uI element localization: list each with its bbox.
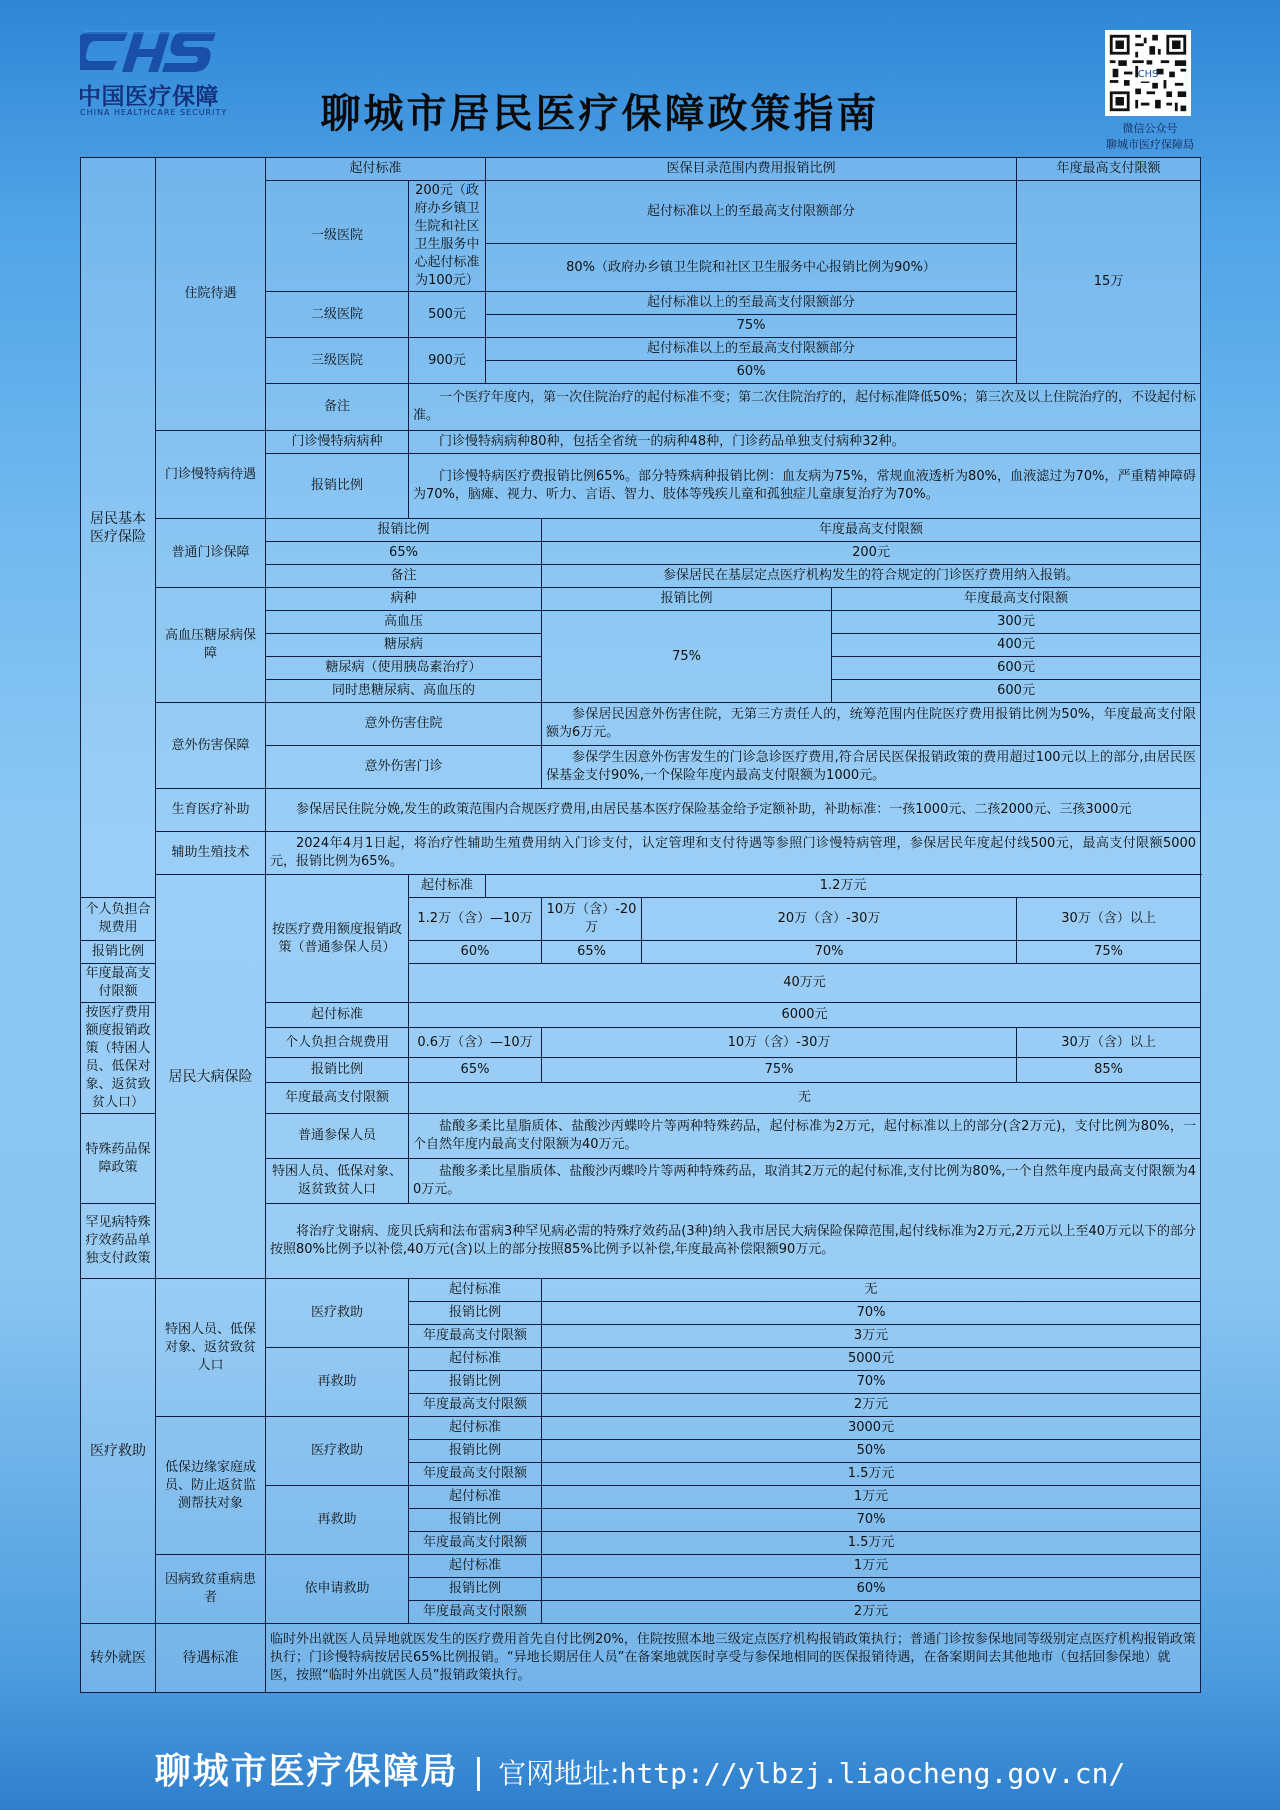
aid-row-label: 起付标准: [409, 1555, 542, 1578]
inpatient-note-label: 备注: [266, 384, 409, 431]
aid-row-label: 年度最高支付限额: [409, 1532, 542, 1555]
hbp-row-cap: 300元: [832, 611, 1201, 634]
section-basic-insurance: 居民基本医疗保险: [81, 158, 156, 898]
aid-row-label: 年度最高支付限额: [409, 1463, 542, 1486]
ci-normal-ratio-label: 报销比例: [81, 941, 156, 964]
inpatient-level3-start: 900元: [409, 338, 486, 384]
chronic-kind-label: 门诊慢特病病种: [266, 431, 409, 454]
hbp-ratio-header: 报销比例: [542, 588, 832, 611]
ci-normal-cap-label: 年度最高支付限额: [81, 964, 156, 1003]
inpatient-note-text: 一个医疗年度内，第一次住院治疗的起付标准不变；第二次住院治疗的，起付标准降低50%；第三次及以上住院治疗的，不设起付标准。: [409, 384, 1201, 431]
ci-normal-start-label: 起付标准: [409, 875, 486, 898]
aid-g3-a-ratio: 60%: [542, 1578, 1201, 1601]
chronic-ratio-text: 门诊慢特病医疗费报销比例65%。部分特殊病种报销比例：血友病为75%，常规血液透析为80%，血液滤过为70%，严重精神障碍为70%，脑瘫、视力、听力、言语、智力、肢体等残疾儿童和孤独症儿童康复治疗为70%。: [409, 454, 1201, 519]
general-cap-header: 年度最高支付限额: [542, 519, 1201, 542]
chs-logo-mark-icon: [80, 26, 220, 78]
ci-normal-range-1: 1.2万（含）—10万: [409, 898, 542, 941]
rare-disease-label: 罕见病特殊疗效药品单独支付政策: [81, 1204, 156, 1279]
inpatient-level2-ratio-desc: 起付标准以上的至最高支付限额部分: [486, 292, 1017, 315]
special-drug-label: 特殊药品保障政策: [81, 1114, 156, 1204]
general-note-text: 参保居民在基层定点医疗机构发生的符合规定的门诊医疗费用纳入报销。: [542, 565, 1201, 588]
accident-label: 意外伤害保障: [156, 703, 266, 789]
ci-special-ratio-2: 75%: [542, 1058, 1017, 1083]
aid-g2-a-start: 3000元: [542, 1417, 1201, 1440]
aid-row-label: 起付标准: [409, 1417, 542, 1440]
aid-row-label: 报销比例: [409, 1578, 542, 1601]
ci-special-start-label: 起付标准: [266, 1003, 409, 1028]
accident-outpatient-label: 意外伤害门诊: [266, 746, 542, 789]
aid-row-label: 报销比例: [409, 1302, 542, 1325]
inpatient-level3-ratio: 60%: [486, 361, 1017, 384]
qr-caption-line2: 聊城市医疗保障局: [1106, 138, 1194, 151]
section-critical-illness: 居民大病保险: [156, 875, 266, 1279]
ci-normal-range-label: 个人负担合规费用: [81, 898, 156, 941]
rare-disease-text: 将治疗戈谢病、庞贝氏病和法布雷病3种罕见病必需的特殊疗效药品(3种)纳入我市居民大病保险保障范围,起付线标准为2万元,2万元以上至40万元以下的部分按照80%比例予以补偿,40万元(含)以上的部分按照85%比例予以补偿,年度最高补偿限额90万元。: [266, 1204, 1201, 1279]
ci-normal-cap-value: 40万元: [409, 964, 1201, 1003]
hbp-cap-header: 年度最高支付限额: [832, 588, 1201, 611]
inpatient-level2-ratio: 75%: [486, 315, 1017, 338]
footer-separator: |: [472, 1752, 485, 1792]
page-title: 聊城市居民医疗保障政策指南: [320, 90, 880, 137]
aid-g1-a-cap: 3万元: [542, 1325, 1201, 1348]
hbp-disease-header: 病种: [266, 588, 542, 611]
ci-special-start-value: 6000元: [409, 1003, 1201, 1028]
aid-g3-a-start: 1万元: [542, 1555, 1201, 1578]
special-drug-normal-text: 盐酸多柔比星脂质体、盐酸沙丙蝶呤片等两种特殊药品，起付标准为2万元，起付标准以上的部分(含2万元)，支付比例为80%，一个自然年度内最高支付限额为40万元。: [409, 1114, 1201, 1159]
inpatient-level2-start: 500元: [409, 292, 486, 338]
aid-group1-b-label: 再救助: [266, 1348, 409, 1417]
ci-special-range-1: 0.6万（含）—10万: [409, 1027, 542, 1058]
qr-caption-line1: 微信公众号: [1122, 122, 1178, 135]
aid-row-label: 起付标准: [409, 1348, 542, 1371]
inpatient-col-cap-header: 年度最高支付限额: [1017, 158, 1201, 181]
ci-special-range-3: 30万（含）以上: [1017, 1027, 1201, 1058]
hbp-row-cap: 400元: [832, 634, 1201, 657]
aid-g1-b-cap: 2万元: [542, 1394, 1201, 1417]
aid-row-label: 起付标准: [409, 1279, 542, 1302]
qr-code-block: [1095, 24, 1225, 154]
inpatient-level1-ratio-desc: 起付标准以上的至最高支付限额部分: [486, 181, 1017, 244]
inpatient-level1-ratio: 80%（政府办乡镇卫生院和社区卫生服务中心报销比例为90%）: [486, 244, 1017, 292]
aid-g2-b-cap: 1.5万元: [542, 1532, 1201, 1555]
hbp-row-disease: 糖尿病: [266, 634, 542, 657]
ci-special-ratio-3: 85%: [1017, 1058, 1201, 1083]
section-medical-aid: 医疗救助: [81, 1279, 156, 1624]
aid-g2-a-ratio: 50%: [542, 1440, 1201, 1463]
aid-g3-a-cap: 2万元: [542, 1601, 1201, 1624]
aid-g2-b-ratio: 70%: [542, 1509, 1201, 1532]
ci-normal-ratio-3: 70%: [642, 941, 1017, 964]
logo-english-text: CHINA HEALTHCARE SECURITY: [80, 108, 228, 117]
ci-normal-range-3: 20万（含）-30万: [642, 898, 1017, 941]
inpatient-level3-label: 三级医院: [266, 338, 409, 384]
ci-normal-start-value: 1.2万元: [486, 875, 1201, 898]
birth-subsidy-label: 生育医疗补助: [156, 789, 266, 832]
aid-g1-b-start: 5000元: [542, 1348, 1201, 1371]
hbp-ratio-value: 75%: [542, 611, 832, 703]
chronic-ratio-label: 报销比例: [266, 454, 409, 519]
hbp-row-cap: 600元: [832, 657, 1201, 680]
art-label: 辅助生殖技术: [156, 832, 266, 875]
ci-normal-ratio-2: 65%: [542, 941, 642, 964]
aid-row-label: 报销比例: [409, 1371, 542, 1394]
ci-normal-ratio-4: 75%: [1017, 941, 1201, 964]
ci-normal-range-4: 30万（含）以上: [1017, 898, 1201, 941]
chronic-label: 门诊慢特病待遇: [156, 431, 266, 519]
aid-group1-label: 特困人员、低保对象、返贫致贫人口: [156, 1279, 266, 1417]
aid-row-label: 年度最高支付限额: [409, 1325, 542, 1348]
footer-site-link[interactable]: http://ylbzj.liaocheng.gov.cn/: [619, 1757, 1126, 1790]
aid-row-label: 年度最高支付限额: [409, 1601, 542, 1624]
hbp-row-disease: 同时患糖尿病、高血压的: [266, 680, 542, 703]
accident-inpatient-text: 参保居民因意外伤害住院，无第三方责任人的，统筹范围内住院医疗费用报销比例为50%，年度最高支付限额为6万元。: [542, 703, 1201, 746]
special-drug-special-text: 盐酸多柔比星脂质体、盐酸沙丙蝶呤片等两种特殊药品，取消其2万元的起付标准,支付比例为80%,一个自然年度内最高支付限额为40万元。: [409, 1159, 1201, 1204]
aid-row-label: 年度最高支付限额: [409, 1394, 542, 1417]
aid-row-label: 起付标准: [409, 1486, 542, 1509]
general-outpatient-label: 普通门诊保障: [156, 519, 266, 588]
birth-subsidy-text: 参保居民住院分娩,发生的政策范围内合规医疗费用,由居民基本医疗保险基金给予定额补助，补助标准：一孩1000元、二孩2000元、三孩3000元: [266, 789, 1201, 832]
aid-row-label: 报销比例: [409, 1509, 542, 1532]
chronic-kind-text: 门诊慢特病病种80种，包括全省统一的病种48种，门诊药品单独支付病种32种。: [409, 431, 1201, 454]
ci-special-range-label: 个人负担合规费用: [266, 1027, 409, 1058]
aid-group3-a-label: 依申请救助: [266, 1555, 409, 1624]
qr-code-icon: [1105, 30, 1191, 116]
chs-logo: [76, 26, 226, 118]
aid-g1-a-ratio: 70%: [542, 1302, 1201, 1325]
inpatient-col-ratio-header: 医保目录范围内费用报销比例: [486, 158, 1017, 181]
special-drug-normal-label: 普通参保人员: [266, 1114, 409, 1159]
aid-g2-b-start: 1万元: [542, 1486, 1201, 1509]
aid-group3-label: 因病致贫重病患者: [156, 1555, 266, 1624]
inpatient-col-start-header: 起付标准: [266, 158, 486, 181]
inpatient-annual-cap: 15万: [1017, 181, 1201, 384]
aid-g2-a-cap: 1.5万元: [542, 1463, 1201, 1486]
ci-normal-range-2: 10万（含）-20万: [542, 898, 642, 941]
general-ratio-header: 报销比例: [266, 519, 542, 542]
footer-org-name: 聊城市医疗保障局: [154, 1751, 459, 1792]
inpatient-level3-ratio-desc: 起付标准以上的至最高支付限额部分: [486, 338, 1017, 361]
footer: [0, 1743, 1280, 1803]
ci-special-ratio-label: 报销比例: [266, 1058, 409, 1083]
hbp-row-cap: 600元: [832, 680, 1201, 703]
ci-special-cap-label: 年度最高支付限额: [266, 1083, 409, 1114]
general-cap-value: 200元: [542, 542, 1201, 565]
aid-group2-label: 低保边缘家庭成员、防止返贫监测帮扶对象: [156, 1417, 266, 1555]
svg-text:CHS: CHS: [1137, 69, 1159, 81]
special-drug-special-label: 特困人员、低保对象、返贫致贫人口: [266, 1159, 409, 1204]
ci-special-ratio-1: 65%: [409, 1058, 542, 1083]
aid-g1-a-start: 无: [542, 1279, 1201, 1302]
ci-normal-label: 按医疗费用额度报销政策（普通参保人员）: [266, 875, 409, 1003]
inpatient-level1-label: 一级医院: [266, 181, 409, 292]
aid-group1-a-label: 医疗救助: [266, 1279, 409, 1348]
aid-group2-a-label: 医疗救助: [266, 1417, 409, 1486]
ci-normal-ratio-1: 60%: [409, 941, 542, 964]
inpatient-level2-label: 二级医院: [266, 292, 409, 338]
inpatient-level1-start: 200元（政府办乡镇卫生院和社区卫生服务中心起付标准为100元）: [409, 181, 486, 292]
accident-outpatient-text: 参保学生因意外伤害发生的门诊急诊医疗费用,符合居民医保报销政策的费用超过100元以上的部分,由居民医保基金支付90%,一个保险年度内最高支付限额为1000元。: [542, 746, 1201, 789]
hbp-row-disease: 糖尿病（使用胰岛素治疗）: [266, 657, 542, 680]
art-text: 2024年4月1日起，将治疗性辅助生殖费用纳入门诊支付，认定管理和支付待遇等参照门诊慢特病管理，参保居民年度起付线500元，最高支付限额5000元，报销比例为65%。: [266, 832, 1201, 875]
hbp-row-disease: 高血压: [266, 611, 542, 634]
hbp-diabetes-label: 高血压糖尿病保障: [156, 588, 266, 703]
logo-chinese-text: 中国医疗保障: [78, 84, 219, 110]
general-note-label: 备注: [266, 565, 542, 588]
section-transfer-treatment: 转外就医: [81, 1624, 156, 1693]
transfer-text: 临时外出就医人员异地就医发生的医疗费用首先自付比例20%，住院按照本地三级定点医疗机构报销政策执行；普通门诊按参保地同等级别定点医疗机构报销政策执行；门诊慢特病按居民65%比例报销。“异地长期居住人员”在备案地就医时享受与参保地相同的医保报销待遇，在备案期间去其他地市（包括回参保地）就医，按照“临时外出就医人员”报销政策执行。: [266, 1624, 1201, 1693]
transfer-label: 待遇标准: [156, 1624, 266, 1693]
aid-row-label: 报销比例: [409, 1440, 542, 1463]
footer-site-label: 官网地址:: [498, 1757, 620, 1790]
ci-special-label: 按医疗费用额度报销政策（特困人员、低保对象、返贫致贫人口）: [81, 1003, 156, 1114]
inpatient-label: 住院待遇: [156, 158, 266, 431]
ci-special-cap-value: 无: [409, 1083, 1201, 1114]
aid-g1-b-ratio: 70%: [542, 1371, 1201, 1394]
ci-special-range-2: 10万（含）-30万: [542, 1027, 1017, 1058]
accident-inpatient-label: 意外伤害住院: [266, 703, 542, 746]
policy-table: [80, 157, 1201, 1693]
general-ratio-value: 65%: [266, 542, 542, 565]
aid-group2-b-label: 再救助: [266, 1486, 409, 1555]
